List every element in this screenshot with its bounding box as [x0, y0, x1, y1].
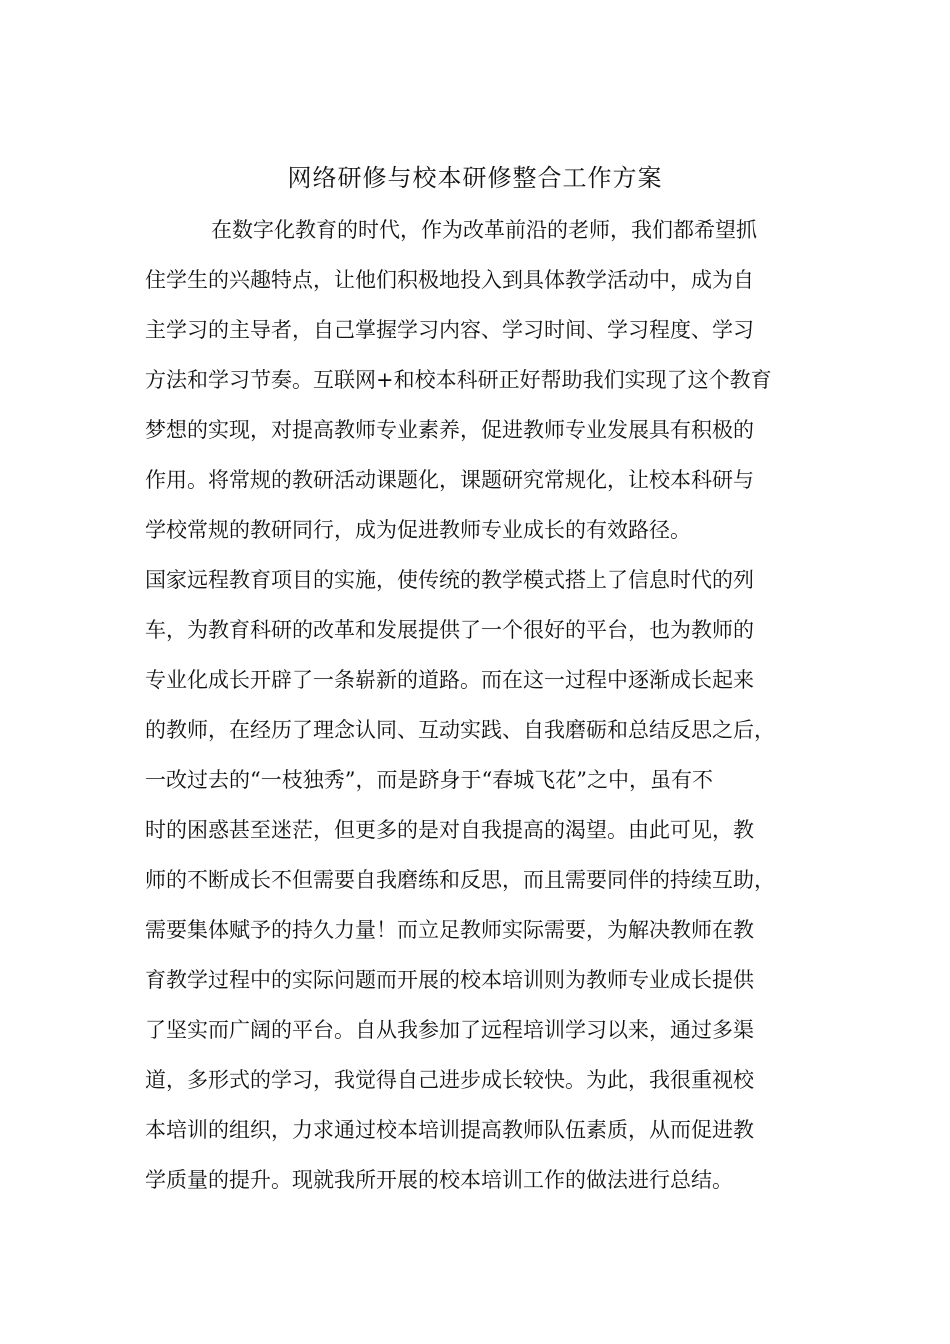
paragraph-line: 住学生的兴趣特点，让他们积极地投入到具体教学活动中，成为自	[145, 268, 754, 292]
paragraph-line: 需要集体赋予的持久力量！而立足教师实际需要，为解决教师在教	[145, 918, 754, 942]
document-body	[145, 205, 825, 1205]
paragraph-line: 一改过去的“一枝独秀”，而是跻身于“春城飞花”之中，虽有不	[145, 768, 713, 792]
paragraph-line: 时的困惑甚至迷茫，但更多的是对自我提高的渴望。由此可见，教	[145, 818, 754, 842]
paragraph-line: 学质量的提升。现就我所开展的校本培训工作的做法进行总结。	[145, 1168, 733, 1192]
paragraph-line: 方法和学习节奏。互联网+和校本科研正好帮助我们实现了这个教育	[145, 368, 772, 392]
paragraph-line: 国家远程教育项目的实施，使传统的教学模式搭上了信息时代的列	[145, 568, 754, 592]
paragraph-line: 学校常规的教研同行，成为促进教师专业成长的有效路径。	[145, 518, 691, 542]
paragraph-line: 师的不断成长不但需要自我磨练和反思，而且需要同伴的持续互助，	[145, 868, 775, 892]
paragraph-1	[145, 205, 825, 555]
paragraph-line: 在数字化教育的时代，作为改革前沿的老师，我们都希望抓	[211, 218, 757, 242]
paragraph-line: 作用。将常规的教研活动课题化，课题研究常规化，让校本科研与	[145, 468, 754, 492]
paragraph-line: 育教学过程中的实际问题而开展的校本培训则为教师专业成长提供	[145, 968, 754, 992]
paragraph-line: 专业化成长开辟了一条崭新的道路。而在这一过程中逐渐成长起来	[145, 668, 754, 692]
paragraph-line: 梦想的实现，对提高教师专业素养，促进教师专业发展具有积极的	[145, 418, 754, 442]
paragraph-line: 本培训的组织，力求通过校本培训提高教师队伍素质，从而促进教	[145, 1118, 754, 1142]
paragraph-line: 道，多形式的学习，我觉得自己进步成长较快。为此，我很重视校	[145, 1068, 754, 1092]
paragraph-line: 主学习的主导者，自己掌握学习内容、学习时间、学习程度、学习	[145, 318, 754, 342]
paragraph-2	[145, 555, 825, 1205]
document-title: 网络研修与校本研修整合工作方案	[287, 164, 663, 192]
paragraph-line: 车，为教育科研的改革和发展提供了一个很好的平台，也为教师的	[145, 618, 754, 642]
paragraph-line: 了坚实而广阔的平台。自从我参加了远程培训学习以来，通过多渠	[145, 1018, 754, 1042]
paragraph-line: 的教师，在经历了理念认同、互动实践、自我磨砺和总结反思之后，	[145, 718, 775, 742]
